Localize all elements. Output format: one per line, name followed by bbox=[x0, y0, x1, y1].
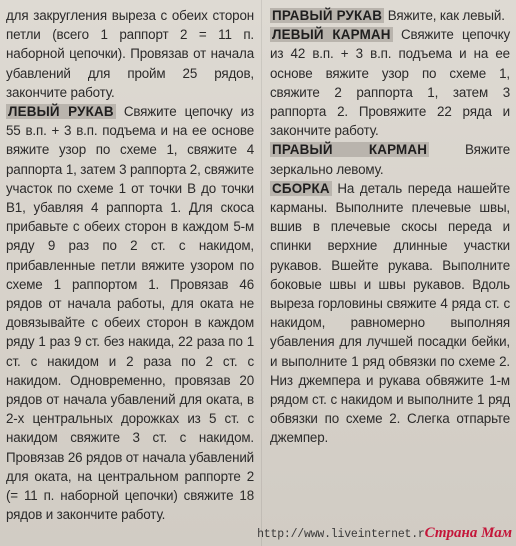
paragraph-right-pocket bbox=[270, 140, 510, 178]
text-left-sleeve: Свяжите цепочку из 55 в.п. + 3 в.п. подъема и на ее основе вяжите узор по схеме 1, свяжите 4 раппорта 1, затем 3 раппорта 2, свяжите участок по схеме 1 от точки В до точки В1, убавляя 4 раппорта 1. Для скоса прибавьте с обеих сторон в каждом 5-м ряду 9 раз по 2 ст. с накидом, прибавленные петли вяжите узором по схеме 1 раппортом 1. Провязав 46 рядов от начала работы, для оката не довязывайте с обеих сторон в каждом ряду 1 раз 9 ст. без накида, 22 раза по 1 ст. с накидом и 2 раза по 2 ст. с накидом. Одновременно, провязав 20 рядов от начала убавлений для оката, в 2-х центральных дорожках из 5 ст. с накидом свяжите 3 ст. с накидом. Провязав 26 рядов от начала убавлений для оката, на центральном раппорте 2 (= 11 п. наборной цепочки) свяжите 18 рядов и закончите работу. bbox=[6, 104, 254, 523]
column-divider bbox=[261, 0, 262, 546]
right-column bbox=[270, 6, 510, 448]
heading-assembly: СБОРКА bbox=[272, 180, 330, 196]
text-left-pocket: Свяжите цепочку из 42 в.п. + 3 в.п. подъема и на ее основе вяжите узор по схеме 1, свяжите 2 раппорта 1, затем 3 раппорта 2. Провяжите 22 ряда и закончите работу. bbox=[270, 27, 511, 139]
text-right-sleeve: Вяжите, как левый. bbox=[387, 8, 505, 23]
text-assembly: На деталь переда нашейте карманы. Выполните плечевые швы, вшив в плечевые скосы переда и спинки верхние длинные участки рукавов. Вшейте рукава. Выполните боковые швы и швы рукавов. Вдоль выреза горловины свяжите 4 ряда ст. с накидом, равномерно выполняя убавления для лучшей посадки бейки, и выполните 1 ряд обвязки по схеме 2. Низ джемпера и рукава обвяжите 1-м рядом ст. с накидом и выполните 1 ряд обвязки по схеме 2. Слегка отпарьте джемпер. bbox=[270, 180, 510, 446]
watermark-site: http://www.liveinternet.r bbox=[257, 528, 425, 541]
paragraph-left-sleeve bbox=[6, 102, 254, 524]
paragraph-assembly bbox=[270, 179, 510, 448]
heading-left-pocket: ЛЕВЫЙ КАРМАН bbox=[272, 27, 391, 43]
left-column bbox=[6, 6, 254, 524]
watermark bbox=[257, 525, 512, 542]
heading-right-sleeve: ПРАВЫЙ РУКАВ bbox=[272, 8, 383, 23]
watermark-brand: Страна Мам bbox=[424, 525, 512, 541]
paragraph-left-pocket bbox=[270, 25, 510, 140]
text-right-pocket: Вяжите зеркально левому. bbox=[270, 142, 510, 177]
heading-right-pocket: ПРАВЫЙ КАРМАН bbox=[272, 142, 428, 158]
paragraph-neck-shaping: для закругления выреза с обеих сторон петли (всего 1 раппорт 2 = 11 п. наборной цепочки). Провязав от начала убавлений для пройм 25 рядов, закончите работу. bbox=[6, 8, 254, 100]
paragraph-right-sleeve bbox=[270, 6, 510, 25]
heading-left-sleeve: ЛЕВЫЙ РУКАВ bbox=[8, 104, 114, 120]
